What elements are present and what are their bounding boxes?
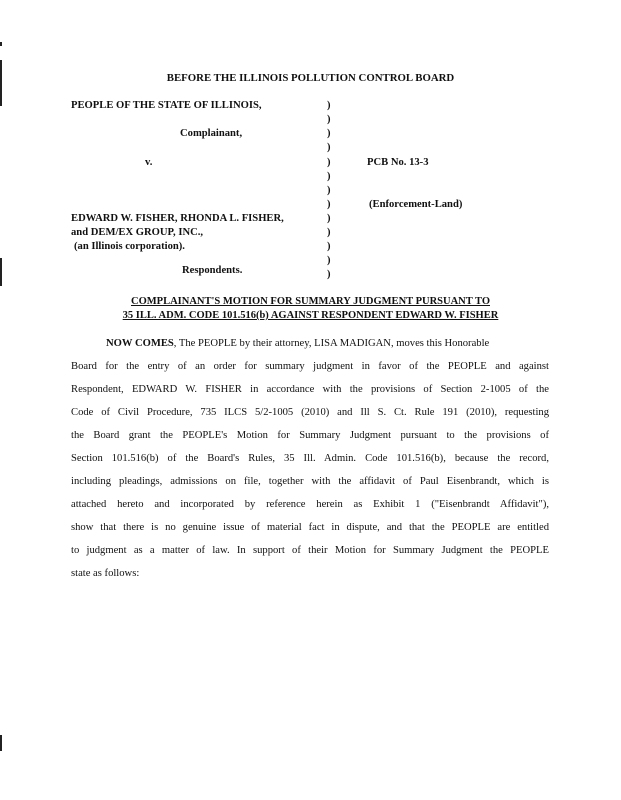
body-line-2: Board for the entry of an order for summary judgment in favor of the PEOPLE and against: [71, 361, 549, 372]
case-type: (Enforcement-Land): [369, 199, 463, 210]
body-line-3: Respondent, EDWARD W. FISHER in accordance with the provisions of Section 2-1005 of the: [71, 384, 549, 395]
body-line-4: Code of Civil Procedure, 735 ILCS 5/2-1005 (2010) and Ill S. Ct. Rule 191 (2010), requesting: [71, 407, 549, 418]
case-number: PCB No. 13-3: [367, 157, 429, 168]
complainant-role: Complainant,: [180, 128, 243, 139]
scan-edge-mark: [0, 42, 2, 46]
caption-bracket: ): [327, 213, 331, 224]
motion-title-line-1: COMPLAINANT'S MOTION FOR SUMMARY JUDGMENT PURSUANT TO: [131, 296, 490, 307]
respondent-line-1: EDWARD W. FISHER, RHONDA L. FISHER,: [71, 213, 284, 224]
caption-bracket: ): [327, 128, 331, 139]
body-line-11: state as follows:: [71, 568, 140, 579]
court-heading: BEFORE THE ILLINOIS POLLUTION CONTROL BOARD: [166, 72, 455, 84]
motion-title-line-2: 35 ILL. ADM. CODE 101.516(b) AGAINST RESPONDENT EDWARD W. FISHER: [122, 310, 499, 321]
body-line-7: including pleadings, admissions on file, together with the affidavit of Paul Eisenbrandt, which is: [71, 476, 549, 487]
scan-edge-mark: [0, 258, 2, 286]
body-line-6: Section 101.516(b) of the Board's Rules, 35 Ill. Admin. Code 101.516(b), because the record,: [71, 453, 549, 464]
body-first-line-rest: , The PEOPLE by their attorney, LISA MADIGAN, moves this Honorable: [173, 338, 490, 349]
complainant-party: PEOPLE OF THE STATE OF ILLINOIS,: [71, 100, 262, 111]
caption-bracket: ): [327, 100, 331, 111]
body-line-9: show that there is no genuine issue of material fact in dispute, and that the PEOPLE are entitled: [71, 522, 549, 533]
body-lead: NOW COMES: [106, 338, 174, 349]
caption-bracket: ): [327, 157, 331, 168]
caption-bracket: ): [327, 171, 331, 182]
body-line-8: attached hereto and incorporated by reference herein as Exhibit 1 ("Eisenbrandt Affidavit"),: [71, 499, 549, 510]
body-line-1: [106, 338, 549, 349]
caption-bracket: ): [327, 255, 331, 266]
body-line-10: to judgment as a matter of law. In support of their Motion for Summary Judgment the PEOPLE: [71, 545, 549, 556]
respondent-role: Respondents.: [182, 265, 243, 276]
caption-bracket: ): [327, 114, 331, 125]
caption-bracket: ): [327, 227, 331, 238]
versus: v.: [145, 157, 153, 168]
caption-bracket: ): [327, 142, 331, 153]
caption-bracket: ): [327, 199, 331, 210]
caption-bracket: ): [327, 241, 331, 252]
body-line-5: the Board grant the PEOPLE's Motion for Summary Judgment pursuant to the provisions of: [71, 430, 549, 441]
caption-bracket: ): [327, 269, 331, 280]
scan-edge-mark: [0, 735, 2, 751]
respondent-line-3: (an Illinois corporation).: [74, 241, 185, 252]
respondent-line-2: and DEM/EX GROUP, INC.,: [71, 227, 204, 238]
caption-bracket: ): [327, 185, 331, 196]
